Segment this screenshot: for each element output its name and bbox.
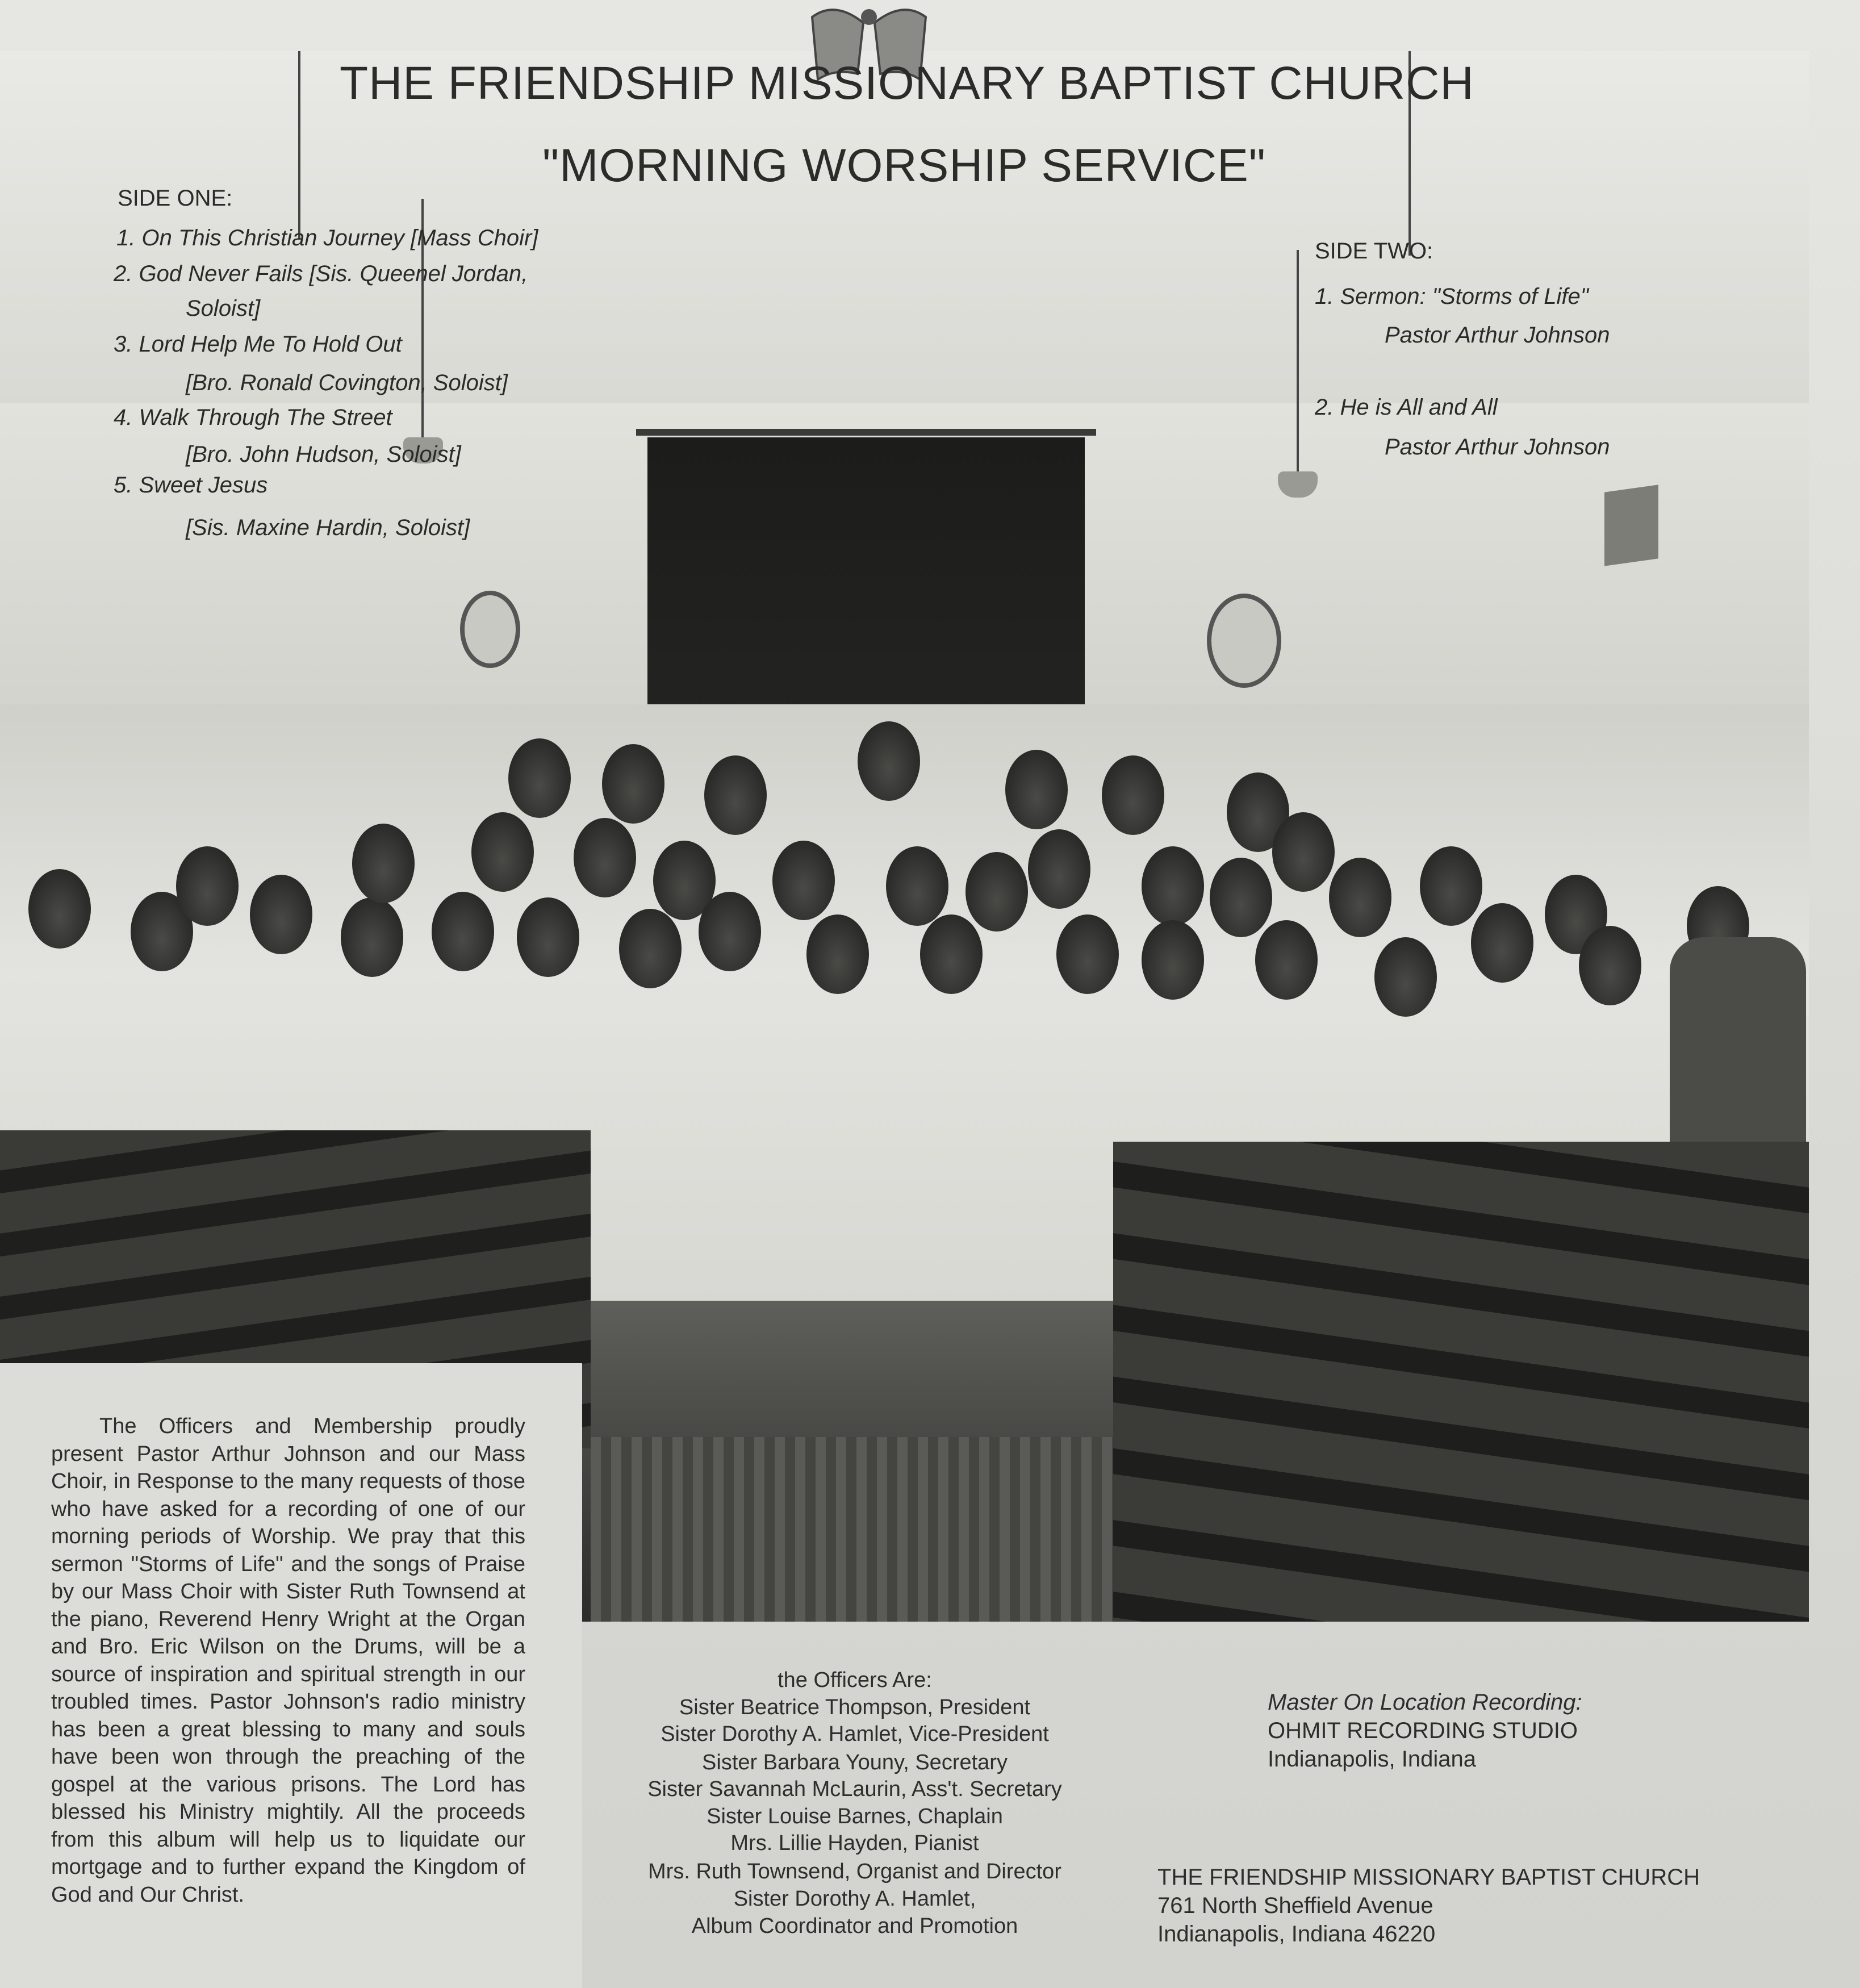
side-one-track-credit: Soloist]	[186, 296, 261, 321]
side-one-track-credit: [Bro. John Hudson, Soloist]	[186, 442, 461, 467]
choir-member	[352, 824, 415, 903]
wall-portrait-right	[1207, 594, 1281, 688]
choir-member	[574, 818, 636, 897]
curtain-rod	[636, 429, 1096, 436]
side-one-track: 1. On This Christian Journey [Mass Choir]	[116, 225, 538, 250]
choir-member	[965, 852, 1028, 932]
officer-line: Sister Barbara Youny, Secretary	[702, 1751, 1008, 1774]
lamp-cord	[1297, 250, 1299, 477]
choir-member	[176, 846, 239, 926]
side-two-track: 1. Sermon: "Storms of Life"	[1315, 284, 1589, 309]
officer-line: Sister Dorothy A. Hamlet,	[733, 1887, 976, 1911]
choir-member	[704, 755, 767, 835]
church-address-city: Indianapolis, Indiana 46220	[1157, 1922, 1436, 1947]
officer-line: Sister Savannah McLaurin, Ass't. Secretary	[647, 1777, 1062, 1801]
choir-member	[432, 892, 494, 971]
recording-location: Indianapolis, Indiana	[1268, 1747, 1476, 1772]
choir-member	[1329, 858, 1391, 937]
side-one-track-credit: [Bro. Ronald Covington, Soloist]	[186, 370, 508, 395]
officer-line: Sister Louise Barnes, Chaplain	[707, 1805, 1003, 1828]
choir-member	[602, 744, 664, 824]
choir-member	[1056, 914, 1119, 994]
wall-speaker	[1604, 485, 1658, 566]
choir-member	[508, 738, 571, 818]
choir-member	[1102, 755, 1164, 835]
side-one-track: 5. Sweet Jesus	[114, 473, 268, 498]
officer-line: Sister Dorothy A. Hamlet, Vice-President	[661, 1722, 1049, 1746]
side-two-track: 2. He is All and All	[1315, 395, 1498, 420]
side-one-track-credit: [Sis. Maxine Hardin, Soloist]	[186, 515, 470, 540]
choir-member	[471, 812, 534, 892]
choir-member	[619, 909, 682, 988]
choir-member	[1210, 858, 1272, 937]
officer-line: Sister Beatrice Thompson, President	[679, 1695, 1031, 1719]
officers-heading: the Officers Are:	[778, 1668, 932, 1692]
side-two-label: SIDE TWO:	[1315, 239, 1433, 264]
choir-member	[1374, 937, 1437, 1017]
choir-member	[699, 892, 761, 971]
choir-member	[1471, 903, 1533, 983]
church-address-street: 761 North Sheffield Avenue	[1157, 1893, 1433, 1918]
choir-member	[1420, 846, 1482, 926]
choir-member	[1005, 750, 1068, 829]
officer-line: Mrs. Ruth Townsend, Organist and Director	[648, 1860, 1061, 1883]
album-title: "MORNING WORSHIP SERVICE"	[542, 140, 1266, 191]
lamp-cord	[298, 51, 300, 239]
side-one-track: 3. Lord Help Me To Hold Out	[114, 332, 402, 357]
choir-member	[1142, 846, 1204, 926]
church-address-name: THE FRIENDSHIP MISSIONARY BAPTIST CHURCH	[1157, 1865, 1700, 1890]
choir-member	[1272, 812, 1335, 892]
side-one-label: SIDE ONE:	[118, 186, 233, 211]
side-one-track: 2. God Never Fails [Sis. Queenel Jordan,	[114, 261, 528, 286]
choir-member	[1255, 920, 1318, 1000]
side-two-track-credit: Pastor Arthur Johnson	[1385, 323, 1610, 348]
officer-line: Mrs. Lillie Hayden, Pianist	[730, 1831, 979, 1855]
side-one-track: 4. Walk Through The Street	[114, 405, 392, 430]
wall-portrait-left	[460, 591, 520, 668]
pews-right	[1113, 1142, 1809, 1622]
church-name-title: THE FRIENDSHIP MISSIONARY BAPTIST CHURCH	[340, 57, 1474, 109]
center-aisle-carpet	[591, 1437, 1113, 1622]
choir-member	[1142, 920, 1204, 1000]
choir-member	[806, 914, 869, 994]
choir-member-center	[858, 721, 920, 801]
choir-member	[250, 875, 312, 954]
choir-member	[920, 914, 983, 994]
choir-member	[1579, 926, 1641, 1005]
choir-member	[772, 841, 835, 920]
recording-studio: OHMIT RECORDING STUDIO	[1268, 1718, 1578, 1743]
choir-member	[886, 846, 948, 926]
choir-member	[1028, 829, 1090, 909]
side-two-track-credit: Pastor Arthur Johnson	[1385, 435, 1610, 460]
officer-line: Album Coordinator and Promotion	[691, 1914, 1018, 1938]
liner-notes: The Officers and Membership proudly present Pastor Arthur Johnson and our Mass Choir, in Response to the many requests of those who have asked for a recording of one of our morning periods of Worship. We pray that this sermon "Storms of Life" and the songs of Praise by our Mass Choir with Sister Ruth Townsend at the piano, Reverend Henry Wright at the Organ and Bro. Eric Wilson on the Drums, will be a source of inspiration and spiritual strength in our troubled times. Pastor Johnson's radio ministry has been a great blessing to many and souls have been won through the preaching of the gospel at the various prisons. The Lord has blessed his Ministry mightily. All the proceeds from this album will help us to liquidate our mortgage and to further expand the Kingdom of God and Our Christ.	[51, 1414, 525, 1907]
choir-member	[341, 897, 403, 977]
choir-member	[517, 897, 579, 977]
choir-member	[28, 869, 91, 949]
recording-credit: Master On Location Recording:	[1268, 1690, 1582, 1715]
